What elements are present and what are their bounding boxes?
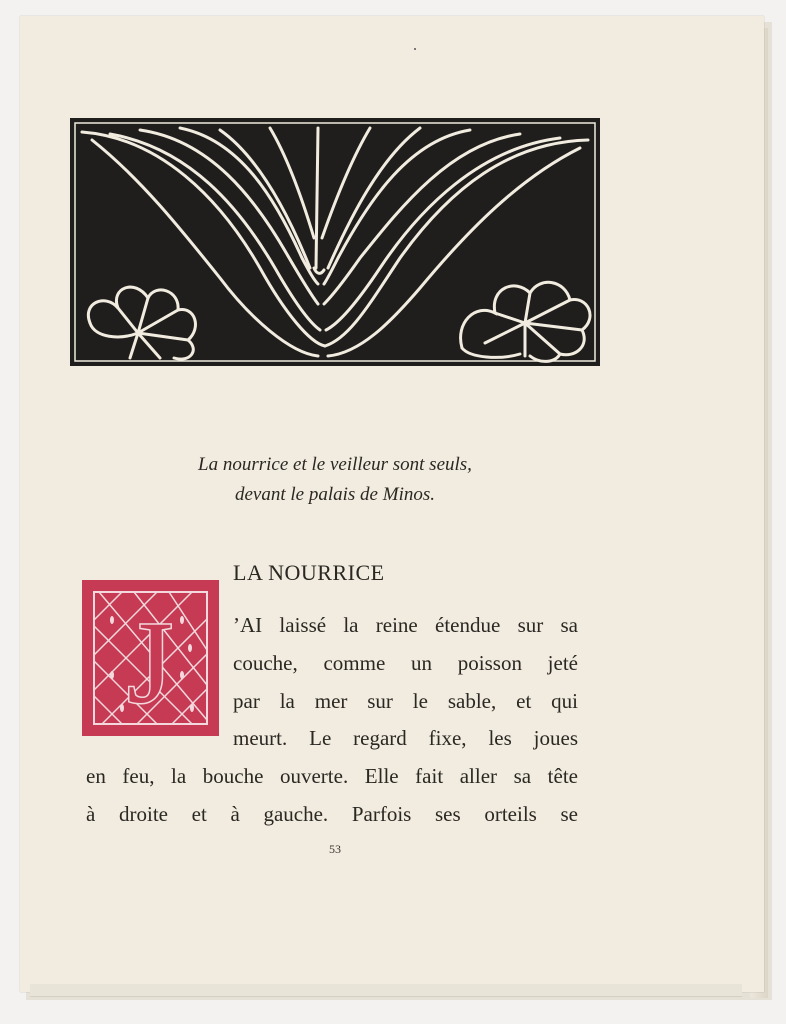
paper-speck [414,48,416,50]
caption-line-1: La nourrice et le veilleur sont seuls, [198,454,472,475]
body-line: à droite et à gauche. Parfois ses orteils se [86,802,578,826]
body-line: en feu, la bouche ouverte. Elle fait aller sa tête [86,764,578,788]
body-line: couche, comme un poisson jeté [233,651,578,675]
body-line: par la mer sur le sable, et qui [233,689,578,713]
leaf-fan-woodcut-illustration [70,118,600,366]
page-edge-bottom [30,984,742,997]
body-line: ’AI laissé la reine étendue sur sa [233,613,578,637]
chapter-heading: LA NOURRICE [233,560,385,585]
drop-cap-letter: J [127,597,173,728]
drop-cap-initial [82,580,219,736]
illustration-caption [140,450,530,510]
caption-line-2: devant le palais de Minos. [235,484,435,505]
page-number: 53 [329,842,341,856]
body-line: meurt. Le regard fixe, les joues [233,726,578,750]
